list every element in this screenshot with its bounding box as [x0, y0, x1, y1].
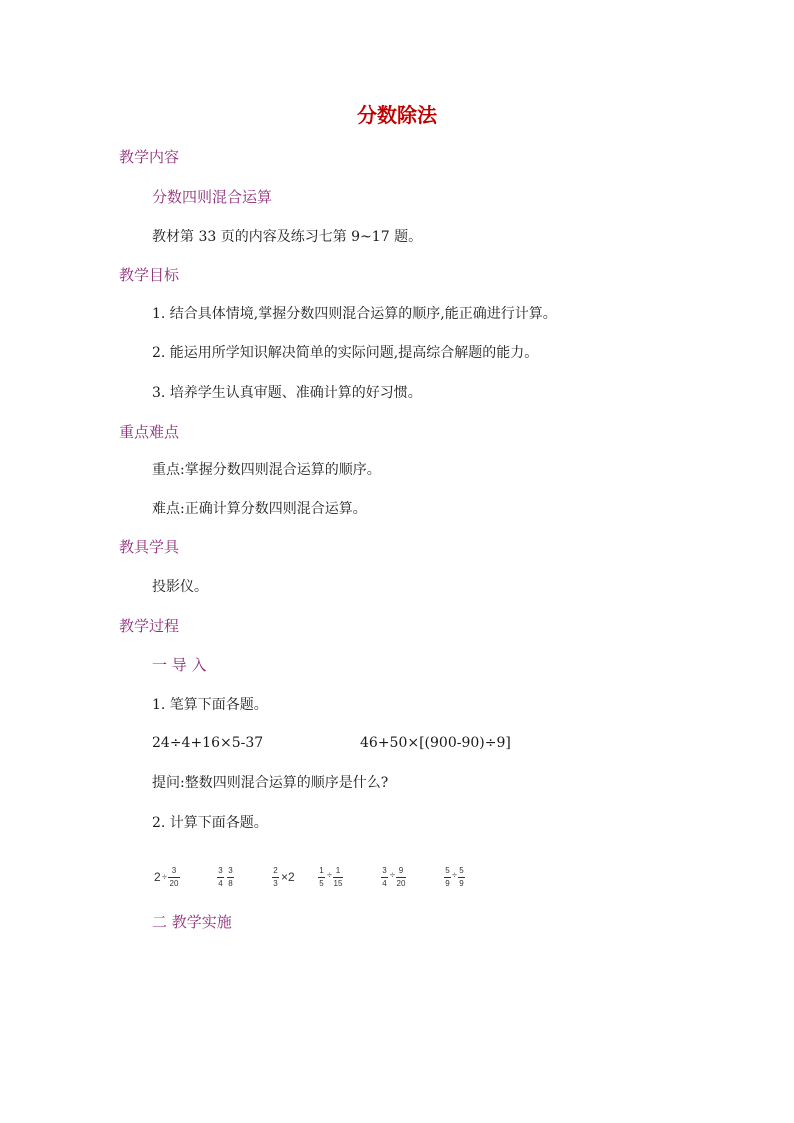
fraction-numerator: 3: [171, 866, 177, 875]
goal-item-3: 3. 培养学生认真审题、准确计算的好习惯。: [152, 385, 422, 401]
exercise-1-whole: 2: [154, 870, 161, 884]
document-title: 分数除法: [357, 103, 437, 127]
fraction-numerator: 3: [218, 866, 223, 875]
goal-item-2: 2. 能运用所学知识解决简单的实际问题,提高综合解题的能力。: [152, 345, 539, 361]
exercise-5-operator: ÷: [390, 870, 395, 880]
heading-teaching-goals: 教学目标: [119, 266, 180, 284]
step-one-text: 1. 笔算下面各题。: [152, 697, 268, 713]
key-point-text: 重点:掌握分数四则混合运算的顺序。: [152, 462, 381, 478]
fraction-denominator: 20: [169, 879, 179, 888]
fraction-bar: [381, 877, 388, 878]
heading-teaching-content: 教学内容: [119, 148, 180, 166]
heading-key-points: 重点难点: [119, 423, 180, 441]
fraction-numerator: 2: [273, 866, 278, 875]
fraction-denominator: 15: [333, 879, 343, 888]
content-text: 教材第 33 页的内容及练习七第 9~17 题。: [152, 229, 423, 245]
step-two-text: 2. 计算下面各题。: [152, 815, 268, 831]
difficult-point-text: 难点:正确计算分数四则混合运算。: [152, 501, 367, 517]
fraction-denominator: 4: [382, 879, 387, 888]
part-one-heading: 一 导 入: [152, 656, 207, 674]
fraction-bar: [396, 877, 406, 878]
fraction-bar: [272, 877, 279, 878]
expression-2: 46+50×[(900-90)÷9]: [360, 735, 511, 751]
topic-label: 分数四则混合运算: [152, 188, 273, 206]
fraction-denominator: 9: [459, 879, 464, 888]
fraction-numerator: 3: [382, 866, 387, 875]
fraction-bar: [318, 877, 325, 878]
goal-item-1: 1. 结合具体情境,掌握分数四则混合运算的顺序,能正确进行计算。: [152, 306, 557, 322]
fraction-denominator: 8: [228, 879, 233, 888]
fraction-bar: [444, 877, 451, 878]
fraction-numerator: 1: [319, 866, 324, 875]
question-text: 提问:整数四则混合运算的顺序是什么?: [152, 775, 389, 791]
part-two-heading: 二 教学实施: [152, 913, 232, 931]
exercise-3-operator: ×2: [281, 870, 295, 884]
fraction-denominator: 5: [319, 879, 324, 888]
exercise-4-operator: ÷: [327, 870, 332, 880]
tools-text: 投影仪。: [152, 579, 208, 595]
exercise-6-operator: ÷: [452, 870, 457, 880]
expression-1: 24÷4+16×5-37: [152, 735, 264, 751]
fraction-numerator: 1: [335, 866, 341, 875]
fraction-bar: [458, 877, 465, 878]
fraction-denominator: 3: [273, 879, 278, 888]
fraction-numerator: 5: [445, 866, 450, 875]
fraction-denominator: 20: [396, 879, 406, 888]
fraction-bar: [333, 877, 343, 878]
exercise-1-operator: ÷: [162, 872, 167, 882]
fraction-numerator: 5: [459, 866, 464, 875]
fraction-numerator: 3: [228, 866, 233, 875]
fraction-bar: [217, 877, 224, 878]
fraction-bar: [168, 877, 180, 878]
heading-teaching-tools: 教具学具: [119, 538, 180, 556]
heading-teaching-process: 教学过程: [119, 617, 180, 635]
fraction-bar: [227, 877, 234, 878]
fraction-numerator: 9: [398, 866, 404, 875]
fraction-denominator: 4: [218, 879, 223, 888]
fraction-denominator: 9: [445, 879, 450, 888]
